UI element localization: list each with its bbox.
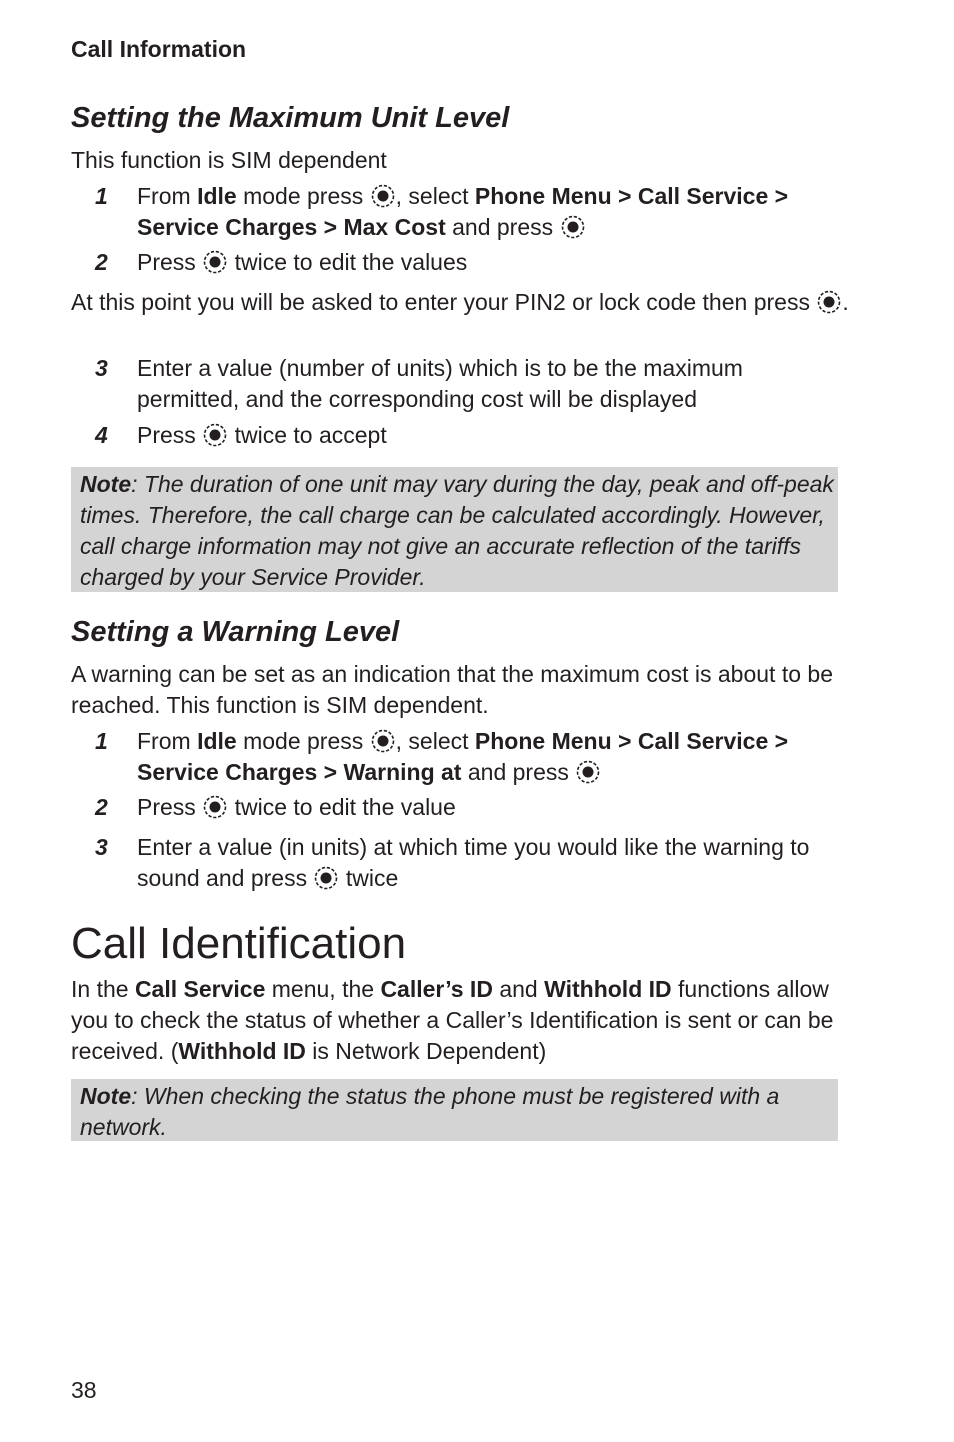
note-text: : When checking the status the phone must be registered with a network. xyxy=(80,1083,780,1140)
warning-step-2 xyxy=(71,792,851,823)
step-number: 4 xyxy=(95,422,108,448)
menu-path: Phone Menu > Call Service > Service Charges > Warning at xyxy=(137,728,789,785)
step-number: 1 xyxy=(95,183,108,209)
text-run: , select xyxy=(395,728,475,754)
note-label: Note xyxy=(80,1083,132,1109)
step-number: 3 xyxy=(95,355,108,381)
step-text xyxy=(137,832,851,894)
text-run: . xyxy=(842,289,849,315)
text-run: twice to edit the value xyxy=(228,794,456,820)
text-run: and press xyxy=(461,759,576,785)
max-unit-step-3 xyxy=(71,353,851,415)
joystick-center-icon xyxy=(314,866,338,890)
step-text xyxy=(137,420,851,451)
joystick-center-icon xyxy=(371,184,395,208)
step-text xyxy=(137,247,851,278)
text-run: From xyxy=(137,183,198,209)
max-unit-step-4 xyxy=(71,420,851,451)
text-run: twice to accept xyxy=(228,422,387,448)
heading-call-identification: Call Identification xyxy=(71,919,407,968)
text-run: Press xyxy=(137,794,203,820)
joystick-center-icon xyxy=(371,729,395,753)
function-name: Caller’s ID xyxy=(380,976,493,1002)
heading-warning-level: Setting a Warning Level xyxy=(71,616,400,648)
step-number: 1 xyxy=(95,728,108,754)
note-registration xyxy=(71,1079,838,1141)
call-id-paragraph xyxy=(71,974,851,1067)
text-run: and xyxy=(492,976,545,1002)
mode-name: Idle xyxy=(197,728,237,754)
running-header: Call Information xyxy=(71,36,247,62)
step-text xyxy=(137,792,851,823)
text-run: In the xyxy=(71,976,135,1002)
text-run: , select xyxy=(395,183,475,209)
text-run: menu, the xyxy=(265,976,381,1002)
text-run: functions allow you to check the status of whether a Caller’s Identification is sent or can be received. ( xyxy=(71,976,834,1064)
text-run: twice xyxy=(339,865,399,891)
step-number: 3 xyxy=(95,834,108,860)
joystick-center-icon xyxy=(561,215,585,239)
note-label: Note xyxy=(80,471,132,497)
step-text: Enter a value (number of units) which is to be the maximum permitted, and the corresponding cost will be displayed xyxy=(137,355,743,412)
text-run: twice to edit the values xyxy=(228,249,468,275)
step-text xyxy=(137,726,851,788)
step-number: 2 xyxy=(95,249,108,275)
joystick-center-icon xyxy=(817,290,841,314)
max-unit-intro: This function is SIM dependent xyxy=(71,147,387,173)
pin-code-paragraph xyxy=(71,287,851,318)
warning-step-1 xyxy=(71,726,851,788)
warning-step-3 xyxy=(71,832,851,894)
function-name: Withhold ID xyxy=(544,976,672,1002)
text-run: and press xyxy=(445,214,560,240)
step-text xyxy=(137,181,851,243)
joystick-center-icon xyxy=(203,423,227,447)
mode-name: Idle xyxy=(197,183,237,209)
heading-max-unit-level: Setting the Maximum Unit Level xyxy=(71,102,510,134)
max-unit-step-1 xyxy=(71,181,851,243)
joystick-center-icon xyxy=(203,795,227,819)
warning-intro: A warning can be set as an indication that the maximum cost is about to be reached. This function is SIM dependent. xyxy=(71,661,833,718)
max-unit-step-2 xyxy=(71,247,851,278)
joystick-center-icon xyxy=(576,760,600,784)
text-run: mode press xyxy=(236,728,370,754)
text-run: From xyxy=(137,728,198,754)
function-name: Withhold ID xyxy=(178,1038,306,1064)
text-run: At this point you will be asked to enter your PIN2 or lock code then press xyxy=(71,289,817,315)
menu-name: Call Service xyxy=(134,976,266,1002)
note-unit-duration xyxy=(71,467,838,592)
joystick-center-icon xyxy=(203,250,227,274)
menu-path: Phone Menu > Call Service > Service Charges > Max Cost xyxy=(137,183,789,240)
text-run: Press xyxy=(137,249,203,275)
text-run: is Network Dependent) xyxy=(305,1038,547,1064)
text-run: Press xyxy=(137,422,203,448)
step-number: 2 xyxy=(95,794,108,820)
note-text: : The duration of one unit may vary during the day, peak and off-peak times. Therefore, the call charge can be calculated accordingly. However, call charge information may not give an accurate reflection of the tariffs charged by your Service Provider. xyxy=(80,471,834,590)
text-run: Enter a value (in units) at which time you would like the warning to sound and press xyxy=(137,834,810,891)
page-number: 38 xyxy=(71,1377,97,1403)
text-run: mode press xyxy=(236,183,370,209)
